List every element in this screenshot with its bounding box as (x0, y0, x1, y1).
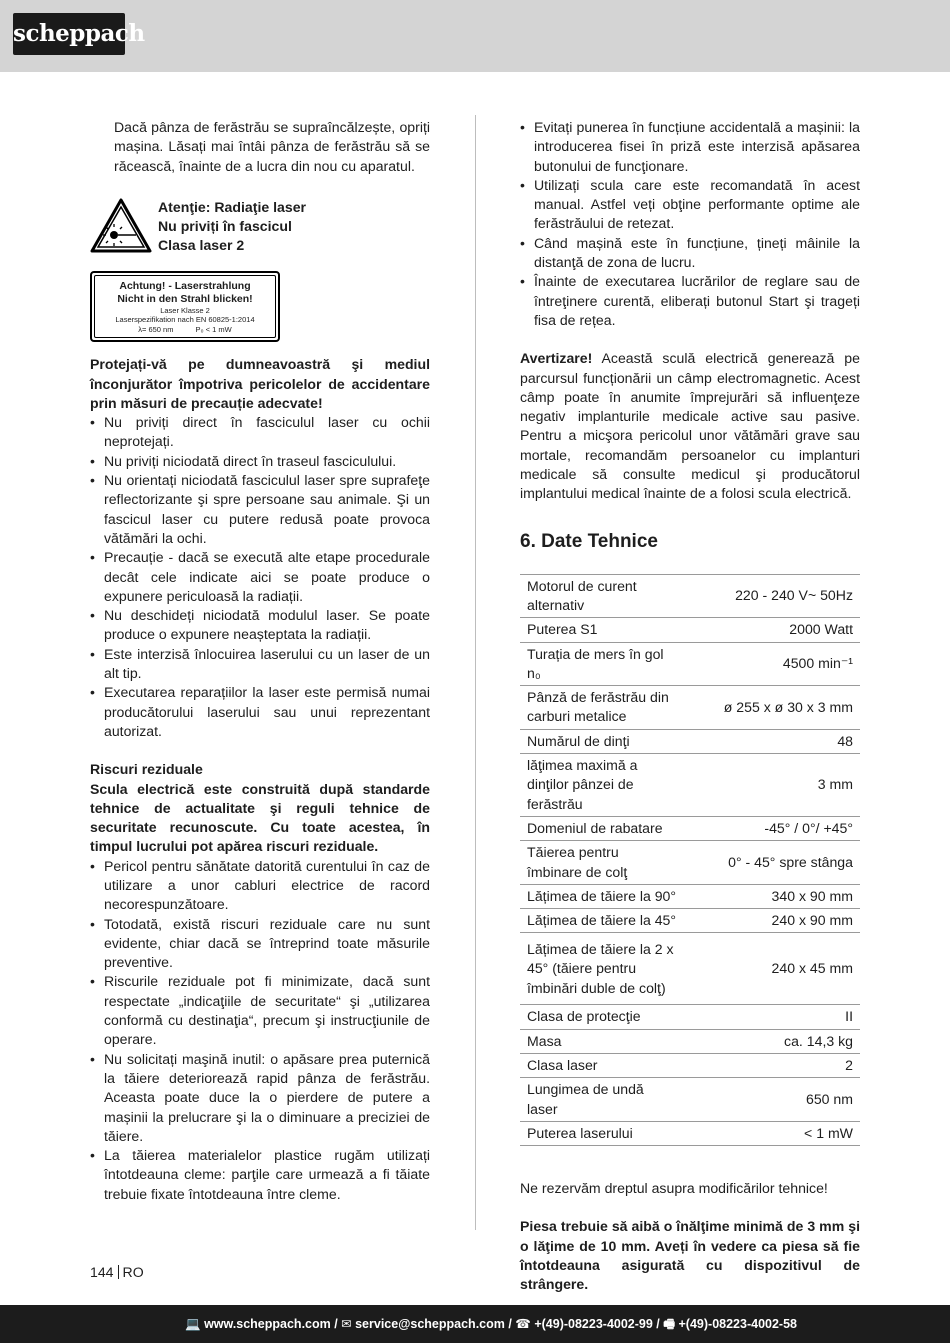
table-row (520, 1121, 860, 1145)
laser-label-wavelength: λ= 650 nm (138, 324, 174, 334)
table-row (520, 909, 860, 933)
spec-value: 2 (684, 1053, 860, 1077)
page-number (90, 1264, 144, 1280)
footer-contact-bar (0, 1305, 950, 1343)
electromagnetic-warning (520, 349, 860, 503)
spec-label: lăţimea maximă a dinţilor pânzei de ferăstrău (520, 754, 684, 817)
left-column (90, 118, 430, 1204)
list-item: • Nu priviți direct în fasciculul laser cu ochii neprotejați. (90, 413, 430, 452)
list-item: • Evitați punerea în funcțiune accidentală a mașinii: la introducerea fisei în priză este interzisă apăsarea butonului de funcţionare. (520, 118, 860, 176)
table-row (520, 1029, 860, 1053)
page-header (0, 0, 950, 72)
protect-list (90, 413, 430, 741)
laser-warning-block (90, 198, 430, 256)
spec-label: Tăierea pentru îmbinare de colţ (520, 841, 684, 885)
spec-label: Lățimea de tăiere la 2 x 45° (tăiere pentru îmbinări duble de colţ) (520, 933, 684, 1005)
list-item: • Nu solicitați maşină inutil: o apăsare prea puternică la tăiere deteriorează rapid pânza de ferăstrău. Aceasta poate duce la o pierdere de putere a mașinii la prelucrare şi la o diminuare a preciziei de tăiere. (90, 1050, 430, 1146)
spec-value: 48 (684, 729, 860, 753)
spec-value: 220 - 240 V~ 50Hz (684, 574, 860, 618)
table-row (520, 933, 860, 1005)
list-item: • Este interzisă înlocuirea laserului cu un laser de un alt tip. (90, 645, 430, 684)
spec-value: 2000 Watt (684, 618, 860, 642)
list-item: • Totodată, există riscuri reziduale care nu sunt evidente, chiar dacă se întreprind toate măsurile preventive. (90, 915, 430, 973)
table-row (520, 642, 860, 686)
warning-text: Această sculă electrică generează pe parcursul funcționării un câmp electromagnetic. Acest câmp poate în anumite împrejurări să influenţeze negativ implanturile medicale active sau pasive. Pentru a micşora pericolul unor vătămări grave sau mortale, recomandăm persoanelor cu implanturi medicale să consulte medicul şi producătorul implantului medical înainte de a folosi scula electrică. (520, 350, 860, 502)
laser-label-line: Laserspezifikation nach EN 60825-1:2014 (115, 315, 255, 325)
technical-data-table (520, 574, 860, 1147)
table-row (520, 729, 860, 753)
right-column (520, 118, 860, 1295)
warning-label: Avertizare! (520, 350, 593, 367)
page-number-value: 144 (90, 1264, 114, 1280)
table-row (520, 841, 860, 885)
table-row (520, 686, 860, 730)
spec-value: ca. 14,3 kg (684, 1029, 860, 1053)
operation-list (520, 118, 860, 330)
list-item: • Când mașină este în funcțiune, țineți mâinile la distanţă de zona de lucru. (520, 234, 860, 273)
technical-changes-note: Ne rezervăm dreptul asupra modificărilor tehnice! (520, 1180, 828, 1197)
spec-value: 650 nm (684, 1078, 860, 1122)
laser-label-line: Achtung! - Laserstrahlung (119, 279, 251, 292)
table-row (520, 1053, 860, 1077)
section-title-technical-data: 6. Date Tehnice (520, 530, 658, 552)
table-row (520, 884, 860, 908)
laser-label-power: P₀ < 1 mW (195, 324, 232, 334)
laser-hazard-icon (90, 198, 152, 254)
spec-value: II (684, 1005, 860, 1029)
table-row (520, 816, 860, 840)
laser-warning-line: Clasa laser 2 (158, 237, 245, 254)
table-row (520, 618, 860, 642)
spec-label: Domeniul de rabatare (520, 816, 684, 840)
spec-value: ø 255 x ø 30 x 3 mm (684, 686, 860, 730)
residual-risks-intro: Scula electrică este construită după standarde tehnice de actualitate şi reguli tehnice de securitate recunoscute. Cu toate acestea, în timpul lucrului pot apărea riscuri reziduale. (90, 780, 430, 855)
list-item: • Pericol pentru sănătate datorită curentului în caz de utilizare a unor cabluri electrice de racord necorespunzătoare. (90, 857, 430, 915)
spec-label: Motorul de curent alternativ (520, 574, 684, 618)
spec-label: Puterea S1 (520, 618, 684, 642)
language-code: RO (122, 1264, 144, 1280)
list-item: • Riscurile reziduale pot fi minimizate, dacă sunt respectate „indicaţiile de securitate“ şi „utilizarea conformă cu destinaţia“, precum şi instrucţiunile de operare. (90, 972, 430, 1049)
scheppach-logo: scheppach (13, 13, 125, 55)
list-item: • Înainte de executarea lucrărilor de reglare sau de întreţinere curentă, eliberați butonul Start şi trageți fisa de rețea. (520, 272, 860, 330)
list-item: • Nu orientați niciodată fasciculul laser spre suprafeţe reflectorizante şi spre persoane sau animale. Şi un fascicul laser cu putere redusă poate provoca vătămări la ochi. (90, 471, 430, 548)
laser-label-line: Nicht in den Strahl blicken! (117, 292, 253, 305)
laser-warning-text (158, 198, 306, 256)
laser-class-label (90, 271, 280, 343)
spec-value: < 1 mW (684, 1121, 860, 1145)
list-item: • Utilizați scula care este recomandată în acest manual. Astfel veți obţine performante optime ale ferăstrăului de retezat. (520, 176, 860, 234)
spec-label: Numărul de dinţi (520, 729, 684, 753)
protect-heading: Protejați-vă pe dumneavoastră şi mediul înconjurător împotriva pericolelor de accidentare prin măsuri de precauție adecvate! (90, 356, 430, 411)
spec-label: Lungimea de undă laser (520, 1078, 684, 1122)
page-number-separator (118, 1265, 119, 1279)
column-divider (475, 115, 476, 1230)
spec-label: Clasa laser (520, 1053, 684, 1077)
laser-warning-line: Atenţie: Radiaţie laser (158, 198, 307, 215)
list-item: • Precauție - dacă se execută alte etape procedurale decât cele indicate aici se poate produce o expunere periculoasă la radiații. (90, 548, 430, 606)
workpiece-note: Piesa trebuie să aibă o înălţime minimă de 3 mm şi o lăţime de 10 mm. Aveți în vedere ca piesa să fie întotdeauna asigurată cu dispozitivul de strângere. (520, 1218, 860, 1293)
spec-label: Turația de mers în gol n₀ (520, 642, 684, 686)
list-item: • La tăierea materialelor plastice rugăm utilizați întotdeauna cleme: parţile care urmează a fi tăiate trebuie fixate întotdeauna între cleme. (90, 1146, 430, 1204)
table-row (520, 1078, 860, 1122)
residual-risks-title: Riscuri reziduale (90, 761, 203, 778)
spec-label: Lățimea de tăiere la 90° (520, 884, 684, 908)
list-item: • Nu priviți niciodată direct în traseul fasciculului. (90, 452, 430, 471)
laser-warning-line: Nu priviți în fascicul (158, 218, 292, 235)
residual-risks-list (90, 857, 430, 1204)
spec-label: Masa (520, 1029, 684, 1053)
spec-label: Puterea laserului (520, 1121, 684, 1145)
spec-value: 240 x 45 mm (684, 933, 860, 1005)
spec-label: Lățimea de tăiere la 45° (520, 909, 684, 933)
spec-label: Clasa de protecţie (520, 1005, 684, 1029)
table-row (520, 574, 860, 618)
spec-value: 340 x 90 mm (684, 884, 860, 908)
table-row (520, 754, 860, 817)
spec-value: 240 x 90 mm (684, 909, 860, 933)
table-row (520, 1005, 860, 1029)
spec-label: Pânză de ferăstrău din carburi metalice (520, 686, 684, 730)
footer-contact-text: 💻 www.scheppach.com / ✉ service@scheppach.com / ☎ +(49)-08223-4002-99 / 🖷 +(49)-08223-4002-58 (185, 1317, 797, 1331)
spec-value: 4500 min⁻¹ (684, 642, 860, 686)
overheat-paragraph: Dacă pânza de ferăstrău se supraîncălzește, opriți mașina. Lăsați mai întâi pânza de ferăstrău să se răcească, înainte de a lucra din nou cu aparatul. (114, 119, 430, 174)
laser-label-line: Laser Klasse 2 (160, 305, 210, 315)
list-item: • Nu deschideți niciodată modulul laser. Se poate produce o expunere neașteptata la radiații. (90, 606, 430, 645)
spec-value: 3 mm (684, 754, 860, 817)
spec-value: -45° / 0°/ +45° (684, 816, 860, 840)
spec-value: 0° - 45° spre stânga (684, 841, 860, 885)
list-item: • Executarea reparațiilor la laser este permisă numai producătorului laserului sau unui reprezentant autorizat. (90, 683, 430, 741)
